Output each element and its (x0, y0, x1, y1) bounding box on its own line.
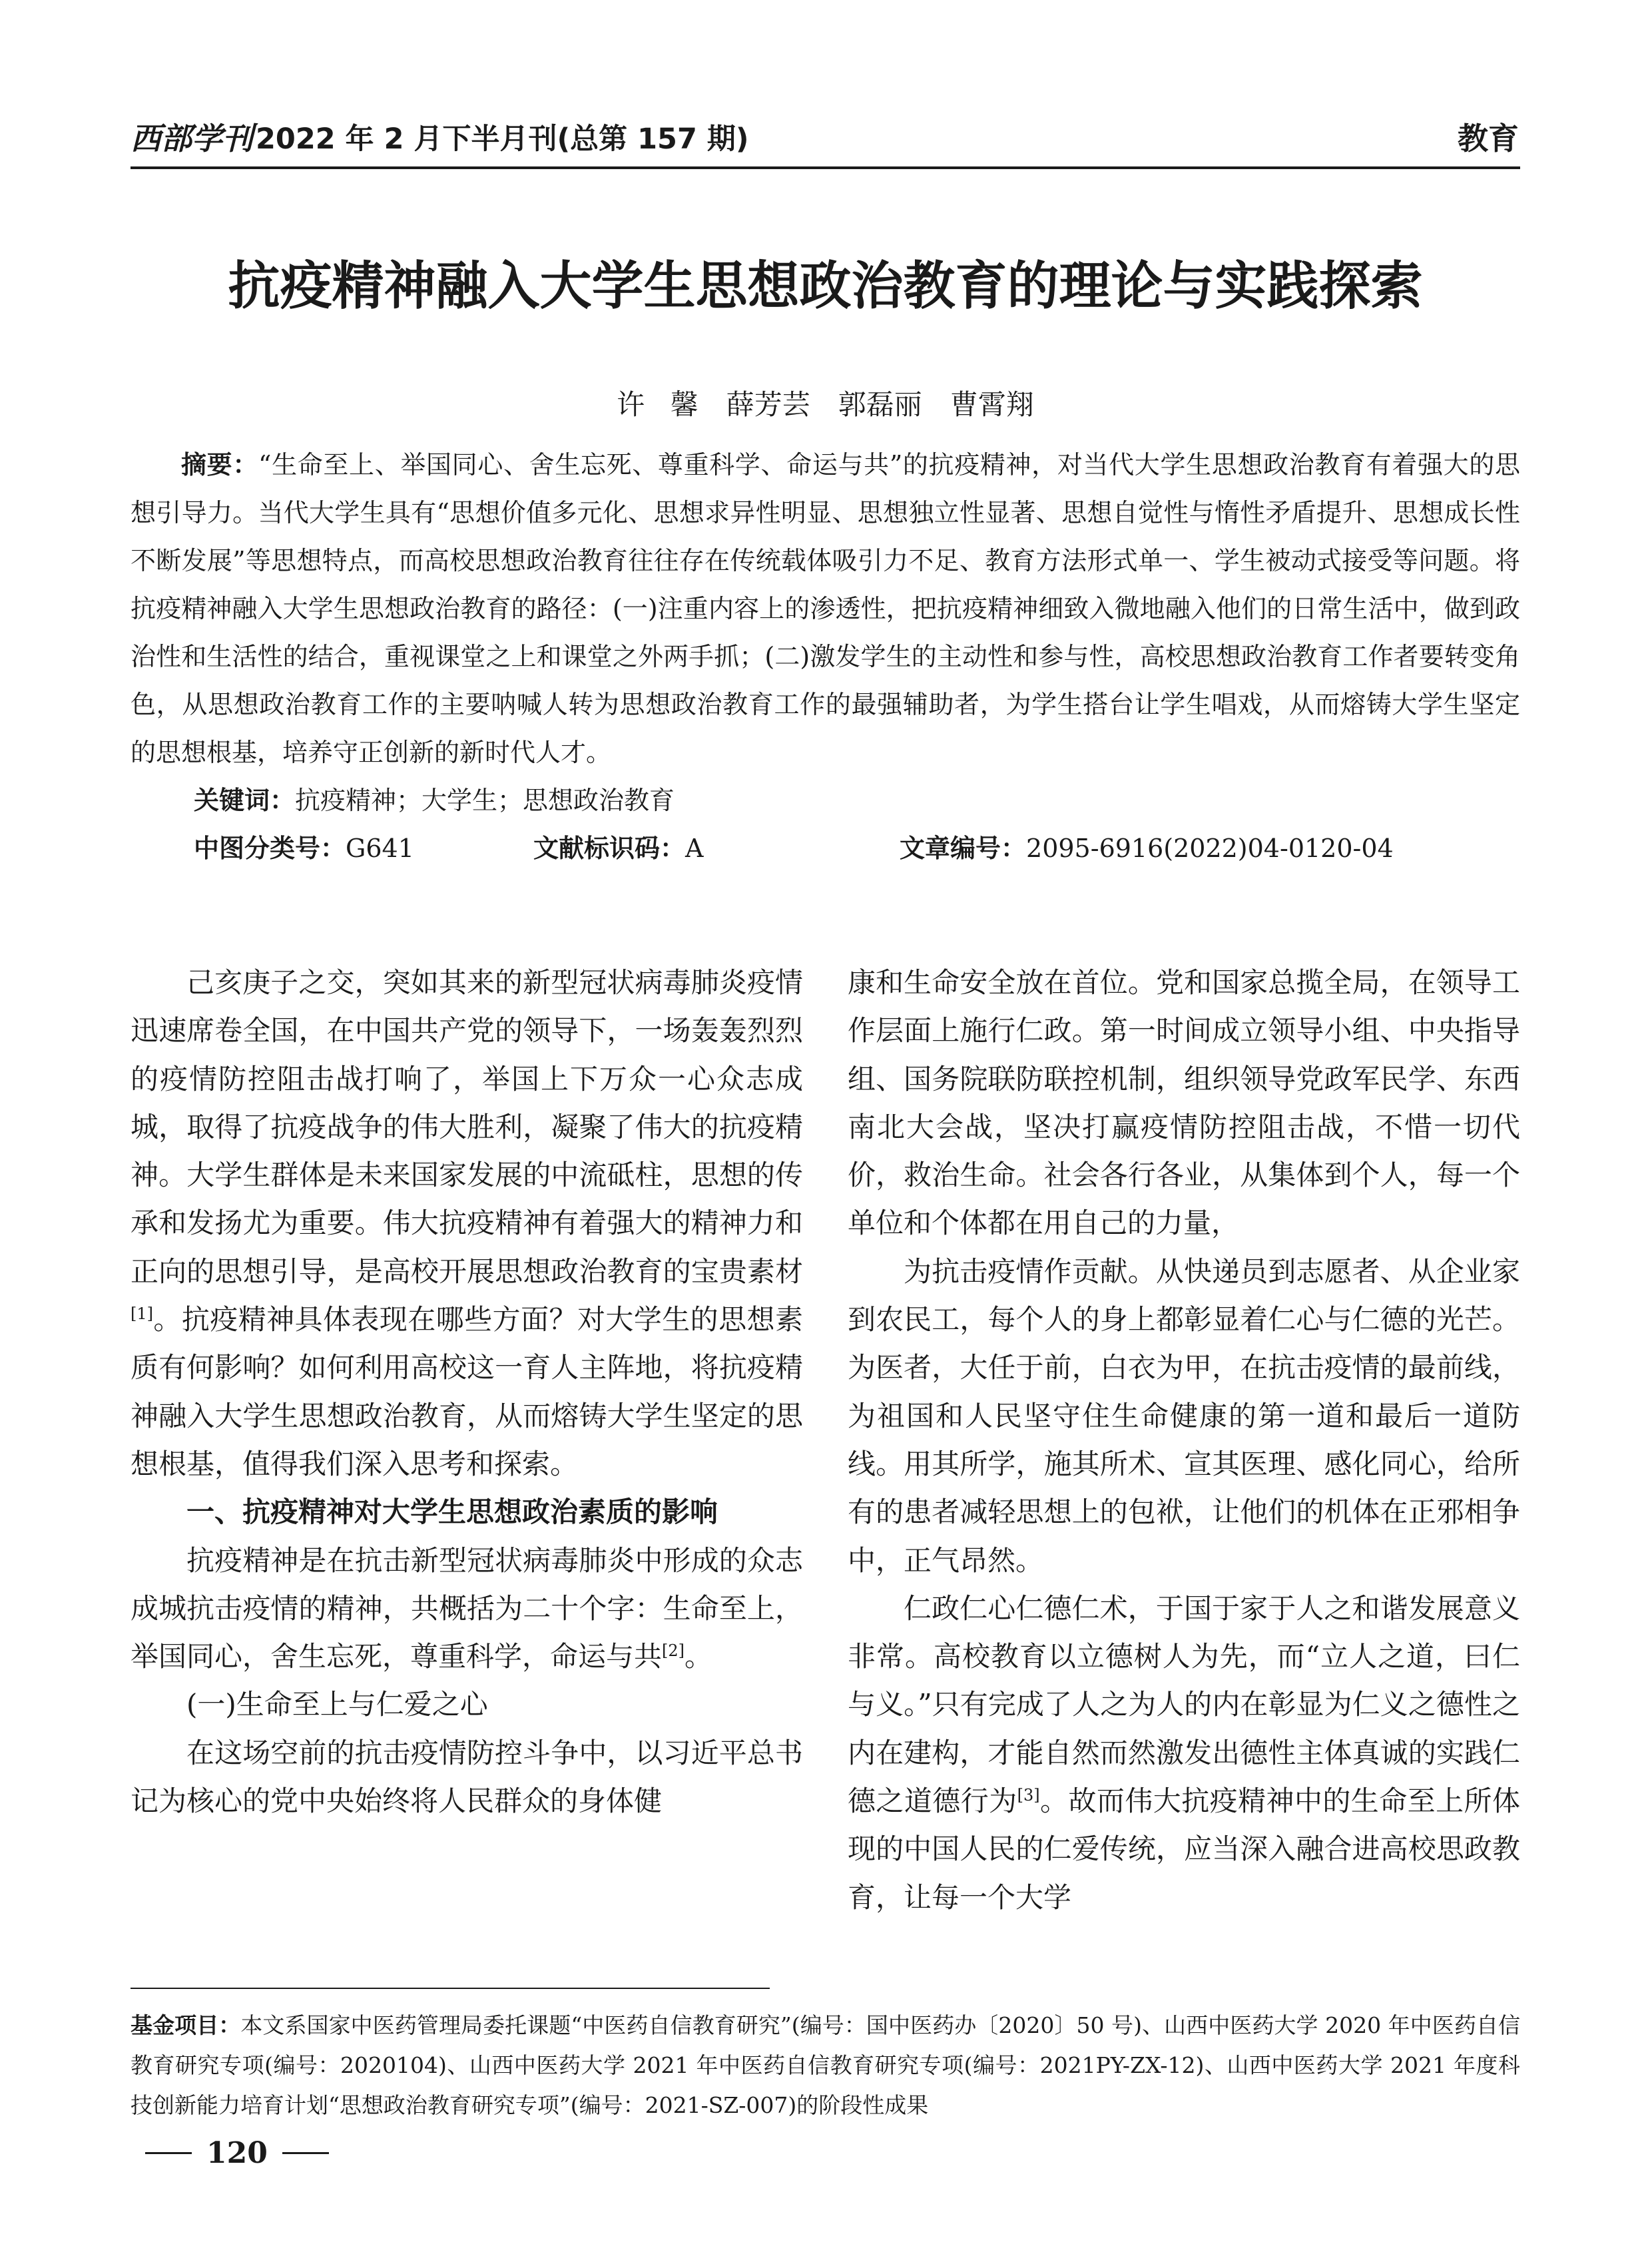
article-title: 抗疫精神融入大学生思想政治教育的理论与实践探索 (228, 256, 1423, 316)
abstract (131, 441, 1520, 776)
paragraph: 仁政仁心仁德仁术，于国于家于人之和谐发展意义非常。高校教育以立德树人为先，而“立人之道，曰仁与义。”只有完成了人之为人的内在彰显为仁义之德性之内在建构，才能自然而然激发出德性主体真诚的实践仁德之道德行为[3]。故而伟大抗疫精神中的生命至上所体现的中国人民的仁爱传统，应当深入融合进高校思政教育，让每一个大学 (848, 1591, 1520, 1914)
dash-left (145, 2152, 192, 2154)
authors: 许 馨 薛芳芸 郭磊丽 曹霄翔 (617, 388, 1034, 421)
clc-value: G641 (346, 834, 414, 863)
right-column (848, 959, 1520, 1922)
keywords (194, 776, 1520, 824)
journal-logo: 西部学刊 (131, 121, 253, 156)
funding-label: 基金项目： (131, 2012, 241, 2038)
keywords-label: 关键词： (194, 786, 296, 815)
page-number-value: 120 (206, 2135, 268, 2170)
citation-ref[interactable]: [3] (1017, 1786, 1040, 1805)
paragraph: 抗疫精神是在抗击新型冠状病毒肺炎中形成的众志成城抗击疫情的精神，共概括为二十个字：生命至上，举国同心，舍生忘死，尊重科学，命运与共[2]。 (131, 1543, 803, 1673)
dash-right (282, 2152, 329, 2154)
funding-footnote (131, 2006, 1520, 2125)
running-header-left (131, 113, 749, 160)
citation-ref[interactable]: [1] (131, 1304, 153, 1324)
paragraph: 为抗击疫情作贡献。从快递员到志愿者、从企业家到农民工，每个人的身上都彰显着仁心与仁德的光芒。为医者，大任于前，白衣为甲，在抗击疫情的最前线，为祖国和人民坚守住生命健康的第一道和最后一道防线。用其所学，施其所术、宣其医理、感化同心，给所有的患者减轻思想上的包袱，让他们的机体在正邪相争中，正气昂然。 (848, 1255, 1520, 1577)
page-number (131, 2129, 344, 2176)
clc-label: 中图分类号： (194, 834, 346, 863)
doc-code-value: A (685, 834, 704, 863)
header-rule (131, 166, 1520, 169)
issue-info: 2022 年 2 月下半月刊(总第 157 期) (256, 122, 749, 156)
article-number-value: 2095-6916(2022)04-0120-04 (1026, 834, 1394, 863)
funding-text: 本文系国家中医药管理局委托课题“中医药自信教育研究”(编号：国中医药办〔2020〕50 号)、山西中医药大学 2020 年中医药自信教育研究专项(编号：2020104)、山西中医药大学 2021 年中医药自信教育研究专项(编号：2021PY-ZX-12)、山西中医药大学 2021 年度科技创新能力培育计划“思想政治教育研究专项”(编号：2021-SZ-007)的阶段性成果 (131, 2012, 1520, 2118)
paragraph: 在这场空前的抗击疫情防控斗争中，以习近平总书记为核心的党中央始终将人民群众的身体健 (131, 1736, 803, 1818)
citation-ref[interactable]: [2] (662, 1641, 685, 1661)
classification-row (194, 824, 1520, 872)
paragraph: 康和生命安全放在首位。党和国家总揽全局，在领导工作层面上施行仁政。第一时间成立领导小组、中央指导组、国务院联防联控机制，组织领导党政军民学、东西南北大会战，坚决打赢疫情防控阻击战，不惜一切代价，救治生命。社会各行各业，从集体到个人，每一个单位和个体都在用自己的力量， (848, 966, 1520, 1240)
abstract-block (131, 441, 1520, 872)
section-heading: 一、抗疫精神对大学生思想政治素质的影响 (186, 1496, 718, 1529)
article-number-label: 文章编号： (900, 834, 1027, 863)
section-label: 教育 (1458, 121, 1519, 156)
subsection-heading: (一)生命至上与仁爱之心 (186, 1688, 488, 1721)
paragraph: 己亥庚子之交，突如其来的新型冠状病毒肺炎疫情迅速席卷全国，在中国共产党的领导下，一场轰轰烈烈的疫情防控阻击战打响了，举国上下万众一心众志成城，取得了抗疫战争的伟大胜利，凝聚了伟大的抗疫精神。大学生群体是未来国家发展的中流砥柱，思想的传承和发扬尤为重要。伟大抗疫精神有着强大的精神力和正向的思想引导，是高校开展思想政治教育的宝贵素材[1]。抗疫精神具体表现在哪些方面？对大学生的思想素质有何影响？如何利用高校这一育人主阵地，将抗疫精神融入大学生思想政治教育，从而熔铸大学生坚定的思想根基，值得我们深入思考和探索。 (131, 966, 803, 1480)
footnote-rule (131, 1988, 770, 1989)
keywords-text: 抗疫精神；大学生；思想政治教育 (295, 786, 675, 815)
left-column (131, 959, 803, 1825)
abstract-label: 摘要： (181, 450, 258, 479)
abstract-text: “生命至上、举国同心、舍生忘死、尊重科学、命运与共”的抗疫精神，对当代大学生思想政治教育有着强大的思想引导力。当代大学生具有“思想价值多元化、思想求异性明显、思想独立性显著、思想自觉性与惰性矛盾提升、思想成长性不断发展”等思想特点，而高校思想政治教育往往存在传统载体吸引力不足、教育方法形式单一、学生被动式接受等问题。将抗疫精神融入大学生思想政治教育的路径：(一)注重内容上的渗透性，把抗疫精神细致入微地融入他们的日常生活中，做到政治性和生活性的结合，重视课堂之上和课堂之外两手抓；(二)激发学生的主动性和参与性，高校思想政治教育工作者要转变角色，从思想政治教育工作的主要呐喊人转为思想政治教育工作的最强辅助者，为学生搭台让学生唱戏，从而熔铸大学生坚定的思想根基，培养守正创新的新时代人才。 (131, 450, 1520, 767)
doc-code-label: 文献标识码： (533, 834, 686, 863)
